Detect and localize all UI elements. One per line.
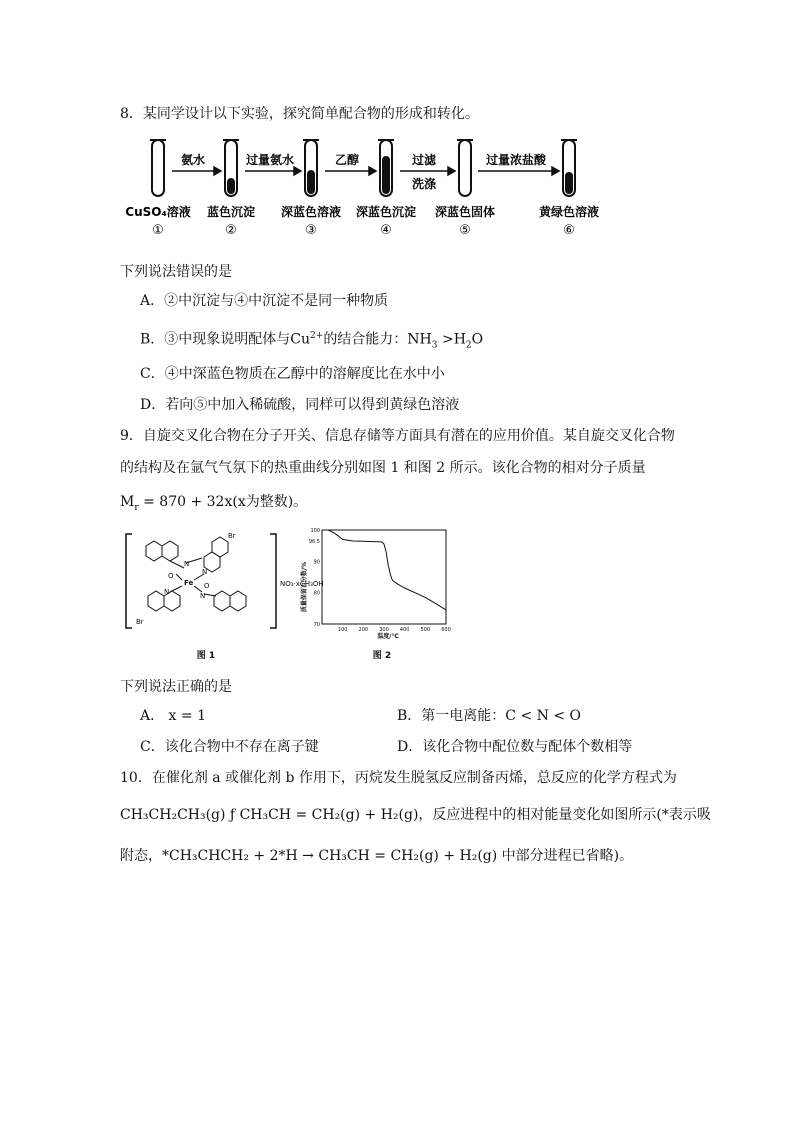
- q10-stem-line2: CH₃CH₂CH₃(g) ƒ CH₃CH = CH₂(g) + H₂(g)，反应进程中的相对能量变化如图所示(*表示吸: [120, 807, 711, 823]
- tube-1: [150, 140, 166, 196]
- atom-label: Fe: [184, 579, 194, 587]
- x-tick-label: 300: [379, 627, 389, 633]
- q10-stem-line1: 10．在催化剂 a 或催化剂 b 作用下，丙烷发生脱氢反应制备丙烯，总反应的化学方程式为: [120, 770, 677, 786]
- tube-number: ③: [305, 223, 317, 238]
- x-tick-label: 100: [337, 627, 348, 633]
- counterion-label: NO₃·xCH₃OH: [280, 580, 324, 588]
- q8-option-b: B．③中现象说明配体与$Cu^{2+}$的结合能力：$NH_3 >H_2O$: [140, 331, 484, 351]
- q9-stem-line1: 9．自旋交叉化合物在分子开关、信息存储等方面具有潜在的应用价值。某自旋交叉化合物: [120, 428, 675, 444]
- x-tick-label: 400: [399, 627, 410, 633]
- x-tick-label: 500: [420, 627, 431, 633]
- q8-option-d: D．若向⑤中加入稀硫酸，同样可以得到黄绿色溶液: [140, 397, 460, 413]
- arrow-label: 过量氨水: [245, 153, 295, 167]
- q8-stem: 8．某同学设计以下实验，探究简单配合物的形成和转化。: [120, 106, 479, 122]
- y-tick-label: 100: [310, 528, 320, 534]
- tube-4: [378, 140, 394, 196]
- tube-6: [561, 140, 577, 196]
- tube-label: 深蓝色溶液: [280, 205, 342, 219]
- tube-3: [303, 140, 319, 196]
- q8-experiment-diagram: [0, 130, 794, 240]
- arrow-label: 过滤: [411, 153, 437, 167]
- arrow-label: 洗涤: [411, 177, 437, 191]
- y-tick-label: 90: [313, 559, 320, 566]
- chart-xlabel: 温度/℃: [377, 633, 399, 640]
- tga-curve: [328, 530, 446, 610]
- tube-label: 深蓝色沉淀: [355, 205, 417, 219]
- arrow-label: 过量浓盐酸: [485, 153, 547, 167]
- q9-option-a: A． x = 1: [140, 708, 206, 724]
- arrow-label: 乙醇: [334, 153, 360, 167]
- x-tick-label: 200: [358, 627, 369, 633]
- q8-option-c: C．④中深蓝色物质在乙醇中的溶解度比在水中小: [140, 366, 445, 382]
- atom-label: N: [202, 568, 208, 576]
- q10-stem-line3: 附态，*CH₃CHCH₂ + 2*H → CH₃CH = CH₂(g) + H₂(g) 中部分进程已省略)。: [120, 848, 634, 864]
- atom-label: O: [168, 572, 174, 580]
- chart-ylabel: 质量保留百分数/%: [301, 561, 308, 613]
- tube-label: 蓝色沉淀: [206, 205, 256, 219]
- y-tick-label: 96.5: [308, 538, 320, 545]
- tube-label: 深蓝色固体: [434, 205, 496, 219]
- atom-label: O: [204, 582, 210, 590]
- atom-label: N: [184, 560, 190, 568]
- tube-label: CuSO₄溶液: [125, 205, 191, 219]
- tube-label: 黄绿色溶液: [538, 205, 600, 219]
- q9-option-b: B．第一电离能：C < N < O: [397, 708, 581, 724]
- figure-2-chart: [296, 524, 466, 659]
- tube-number: ⑥: [563, 223, 575, 238]
- q9-stem-line2: 的结构及在氩气气氛下的热重曲线分别如图 1 和图 2 所示。该化合物的相对分子质量: [120, 460, 646, 476]
- q9-formula: $M_r = 870 + 32x(x$为整数)。: [120, 494, 308, 513]
- q8-prompt: 下列说法错误的是: [120, 264, 232, 280]
- figure-2-caption: 图 2: [372, 651, 392, 661]
- tube-2: [223, 140, 239, 196]
- atom-label: Br: [136, 618, 144, 626]
- y-tick-label: 80: [313, 590, 320, 597]
- atom-label: N: [164, 588, 170, 596]
- figure-1-caption: 图 1: [196, 651, 216, 661]
- tube-number: ⑤: [459, 223, 471, 238]
- x-tick-label: 600: [441, 627, 451, 633]
- tube-5: [457, 140, 473, 196]
- q9-option-c: C．该化合物中不存在离子键: [140, 739, 319, 755]
- tube-number: ④: [380, 223, 392, 238]
- atom-label: Br: [228, 532, 236, 540]
- y-tick-label: 70: [313, 622, 320, 628]
- q9-prompt: 下列说法正确的是: [120, 679, 232, 695]
- atom-label: N: [200, 592, 206, 600]
- tube-number: ②: [225, 223, 237, 238]
- tube-number: ①: [152, 223, 164, 238]
- arrow-label: 氨水: [180, 153, 206, 167]
- q8-option-a: A．②中沉淀与④中沉淀不是同一种物质: [140, 293, 389, 309]
- q9-option-d: D．该化合物中配位数与配体个数相等: [397, 739, 633, 755]
